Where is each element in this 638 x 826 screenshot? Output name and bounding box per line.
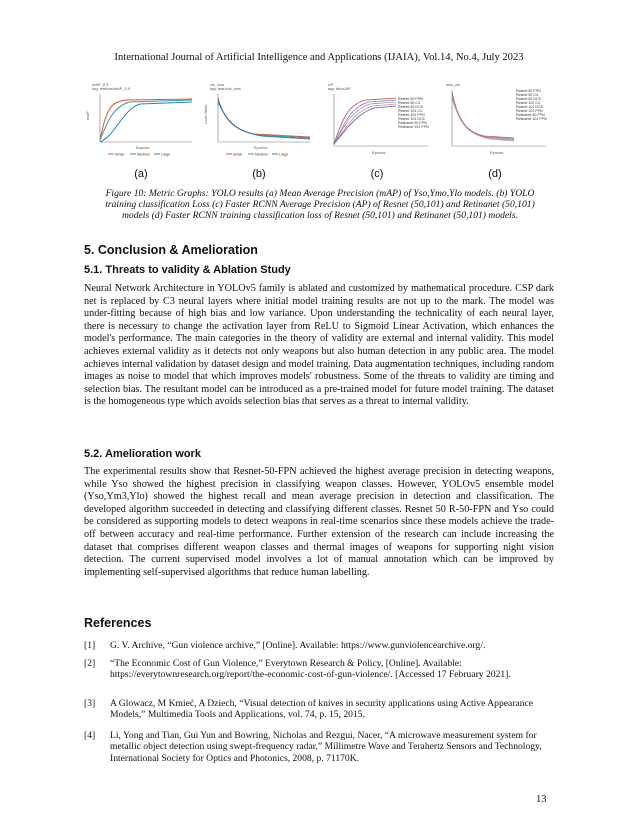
svg-text:Retinanet 50 FPN: Retinanet 50 FPN <box>398 121 427 125</box>
svg-text:Large: Large <box>279 152 289 157</box>
panel-a-title: mAP_0.5 <box>92 82 109 87</box>
panel-c-legend <box>398 97 429 129</box>
panel-c-subtitle: tag: bbox/AP <box>328 86 351 91</box>
svg-text:Resnet 50 C4: Resnet 50 C4 <box>398 101 420 105</box>
panel-a <box>86 80 196 180</box>
panel-b-subtitle: tag: train/cls_loss <box>210 86 241 91</box>
chart-ap <box>322 80 432 160</box>
svg-text:Resnet 50 DC5: Resnet 50 DC5 <box>398 105 423 109</box>
chart-loss-cls <box>440 80 550 160</box>
svg-text:Resnet 50 C4: Resnet 50 C4 <box>516 93 538 97</box>
section-heading: 5. Conclusion & Amelioration <box>84 243 258 257</box>
panel-d <box>440 80 550 180</box>
svg-text:Medium: Medium <box>255 152 268 157</box>
subsection-heading-1: 5.1. Threats to validity & Ablation Study <box>84 264 291 276</box>
svg-text:Medium: Medium <box>137 152 150 157</box>
svg-text:Resnet 101 DC5: Resnet 101 DC5 <box>398 117 425 121</box>
subsection-heading-2: 5.2. Amelioration work <box>84 448 201 460</box>
panel-c-xlabel: Epochs <box>372 150 386 155</box>
panel-c-title: AP <box>328 82 334 87</box>
references-heading: References <box>84 616 152 630</box>
chart-cls-loss <box>204 80 314 160</box>
figure-caption: Figure 10: Metric Graphs: YOLO results (a) Mean Average Precision (mAP) of Yso,Ymo,Ylo models. (b) YOLO training classification Loss (c) Faster RCNN Average Precision (AP) of Resnet (50,101) and Retinanet (50,101) models (d) Faster RCNN training classification loss of Resnet (50,101) and Retinanet (50,101) models. <box>105 188 535 221</box>
curve-large <box>100 102 192 142</box>
svg-text:Resnet 101 DC5: Resnet 101 DC5 <box>516 105 543 109</box>
panel-d-label: (d) <box>488 168 502 180</box>
svg-text:Retinanet 101 FPN: Retinanet 101 FPN <box>516 117 547 121</box>
figure-10 <box>86 80 556 180</box>
reference-item: [4] Li, Yong and Tian, Gui Yun and Bowring, Nicholas and Rezgui, Nacer, “A microwave measurement system for metallic object detection using swept-frequency radar,” Millimetre Wave and Terahertz Sensors and Technology, International Society for Optics and Photonics, 2008, p. 71170K. <box>84 730 542 764</box>
svg-text:Small: Small <box>115 152 124 157</box>
svg-text:Retinanet 50 FPN: Retinanet 50 FPN <box>516 113 545 117</box>
panel-b-xlabel: Epochs <box>254 145 268 150</box>
paragraph-amelioration: The experimental results show that Resnet-50-FPN achieved the highest average precision in detecting weapons, while Yso showed the highest precision in classifying weapon classes. However, YOLOv5 ensemble model (Yso,Ym3,Ylo) showed the highest recall and mean average precision in detection and classification. The developed algorithm succeeded in detecting and classifying different classes. Resnet 50 R-50-FPN and Yso could be considered as supporting models to detect weapons in real-time scenarios since these models achieve the trade-off between accuracy and real-time performance. Further extension of the research can include increasing the dataset that comprises different weapon classes and thermal images of weapons for supporting night vision detection. The current supervised model involves a lot of manual annotation which can be improved by implementing self-supervised algorithms that reduce human labelling. <box>84 466 554 578</box>
paragraph-threats: Neural Network Architecture in YOLOv5 family is ablated and customized by mathematical procedure. CSP dark net is replaced by C3 neural layers where initial model training results are not up to the mark. The model was under-fitting because of high bias and low variance. Upon understanding the technicality of each neural layer, there is necessary to change the activation layer from ReLU to Sigmoid Linear Activation, which enhances the model's performance. The main categories in the theory of validity are external and internal validity. This model achieves external validity as it detects not only weapons but also human detection in any public area. The model achieves internal validation by dataset design and model training. Data augmentation techniques, including random images as noise to model that which improves models' robustness. Some of the threats to validity are timing and selection bias. The resultant model can be introduced as a pre-trained model for future model training. The dataset is the homogeneous type which avoids selection bias that serves as a threat to internal validity. <box>84 283 554 408</box>
panel-b <box>204 80 314 180</box>
panel-a-ylabel: mAP <box>85 111 90 120</box>
panel-d-title: loss_cls <box>446 82 461 87</box>
panel-a-xlabel: Epochs <box>136 145 150 150</box>
svg-text:Resnet 50 DC5: Resnet 50 DC5 <box>516 97 541 101</box>
panel-b-label: (b) <box>252 168 266 180</box>
panel-b-ylabel: Loss Value <box>203 104 208 124</box>
curve-small <box>100 99 192 140</box>
svg-text:Retinanet 101 FPN: Retinanet 101 FPN <box>398 125 429 129</box>
panel-c-label: (c) <box>370 168 384 180</box>
panel-a-subtitle: tag: metrics/mAP_0.5 <box>92 86 131 91</box>
panel-b-title: cls_loss <box>210 82 225 87</box>
svg-text:Resnet 101 C4: Resnet 101 C4 <box>516 101 540 105</box>
panel-d-xlabel: Epochs <box>490 150 504 155</box>
panel-c <box>322 80 432 180</box>
svg-text:Resnet 101 FPN: Resnet 101 FPN <box>398 113 425 117</box>
reference-item: [1] G. V. Archive, “Gun violence archive,” [Online]. Available: https://www.gunviolencearchive.org/. <box>84 640 486 651</box>
curve-medium <box>100 100 192 140</box>
page-number: 13 <box>536 794 547 805</box>
reference-item: [2] “The Economic Cost of Gun Violence,” Everytown Research & Policy, [Online]. Available: https://everytownresearch.org/report/the-economic-cost-of-gun-violence/. [Accessed 17 February 2021]. <box>84 658 511 681</box>
svg-text:Resnet 101 C4: Resnet 101 C4 <box>398 109 422 113</box>
svg-text:Large: Large <box>161 152 171 157</box>
panel-a-label: (a) <box>134 168 148 180</box>
svg-text:Resnet 50 FPN: Resnet 50 FPN <box>398 97 423 101</box>
svg-text:Resnet 101 FPN: Resnet 101 FPN <box>516 109 543 113</box>
journal-header: International Journal of Artificial Intelligence and Applications (IJAIA), Vol.14, No.4, July 2023 <box>114 52 524 63</box>
chart-map <box>86 80 196 160</box>
panel-d-legend <box>516 89 547 121</box>
svg-text:Small: Small <box>233 152 242 157</box>
svg-text:Resnet 50 FPN: Resnet 50 FPN <box>516 89 541 93</box>
reference-item: [3] A Glowacz, M Kmieć, A Dziech, “Visual detection of knives in security applications using Active Appearance Models,” Multimedia Tools and Applications, vol. 74, p. 15, 2015. <box>84 698 534 721</box>
